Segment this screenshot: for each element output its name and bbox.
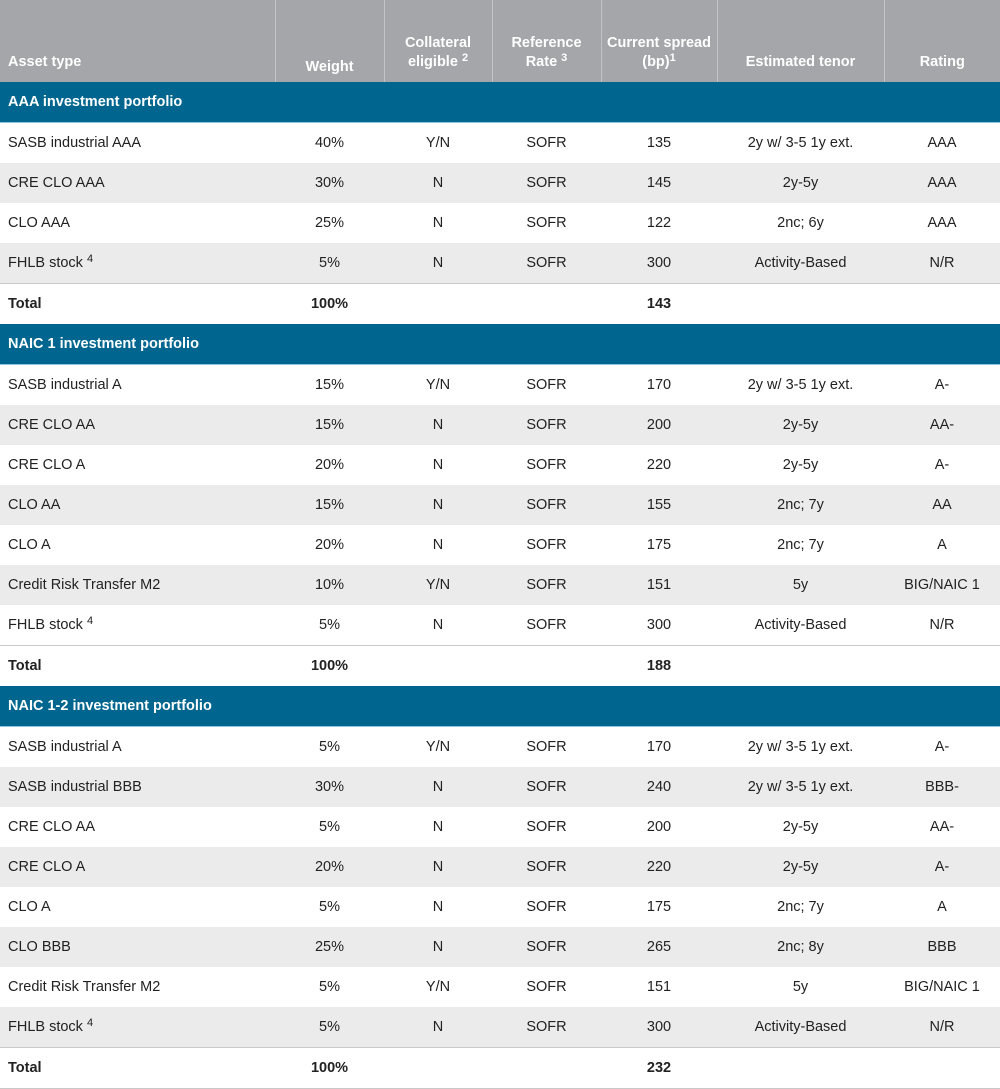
collateral-eligible-cell: N	[384, 927, 492, 967]
weight-cell: 5%	[319, 617, 340, 633]
table-row	[0, 243, 1000, 284]
asset-type-cell: CRE CLO A	[8, 457, 86, 473]
asset-type-cell: Credit Risk Transfer M2	[0, 565, 275, 605]
reference-rate-cell: SOFR	[492, 1007, 601, 1048]
rating-cell: AAA	[927, 135, 957, 151]
tenor-cell: 2y-5y	[717, 163, 884, 203]
collateral-eligible-cell: Y/N	[425, 739, 451, 755]
weight-cell: 15%	[275, 485, 384, 525]
weight-cell: 20%	[314, 457, 345, 473]
spread-cell: 265	[601, 927, 717, 967]
tenor-cell: Activity-Based	[717, 1007, 884, 1048]
spread-cell: 122	[646, 215, 672, 231]
weight-cell: 25%	[314, 215, 345, 231]
reference-rate-cell: SOFR	[526, 617, 567, 633]
asset-type-cell: SASB industrial AAA	[8, 135, 141, 151]
footnote-marker: 4	[86, 615, 94, 627]
tenor-cell: 2y w/ 3-5 1y ext.	[747, 739, 854, 755]
table-row	[0, 365, 1000, 406]
reference-rate-cell: SOFR	[526, 537, 567, 553]
collateral-eligible-cell: N	[384, 767, 492, 807]
empty-cell	[492, 284, 601, 325]
total-weight: 100%	[275, 1048, 384, 1089]
rating-cell: A	[937, 537, 947, 553]
table-row	[0, 525, 1000, 565]
column-header-asset-type: Asset type	[0, 0, 275, 82]
tenor-cell: Activity-Based	[754, 617, 847, 633]
weight-cell: 20%	[314, 537, 345, 553]
column-header-collateral-eligible: Collateral eligible $^2$	[384, 0, 492, 82]
weight-cell: 5%	[319, 739, 340, 755]
reference-rate-cell: SOFR	[492, 163, 601, 203]
spread-cell: 240	[601, 767, 717, 807]
tenor-cell: 2nc; 7y	[717, 485, 884, 525]
collateral-eligible-cell: N	[432, 537, 444, 553]
weight-cell: 5%	[319, 979, 340, 995]
spread-cell: 220	[646, 457, 672, 473]
spread-cell: 151	[601, 565, 717, 605]
weight-cell: 30%	[275, 163, 384, 203]
collateral-eligible-cell: Y/N	[384, 565, 492, 605]
tenor-cell: 2y-5y	[717, 847, 884, 887]
reference-rate-cell: SOFR	[526, 739, 567, 755]
tenor-cell: Activity-Based	[717, 243, 884, 284]
asset-type-cell: Credit Risk Transfer M2	[8, 979, 161, 995]
spread-cell: 300	[646, 617, 672, 633]
asset-type-cell: FHLB stock $^4$	[8, 615, 94, 633]
collateral-eligible-cell: N	[432, 819, 444, 835]
rating-cell: AA-	[929, 819, 955, 835]
rating-cell: N/R	[884, 243, 1000, 284]
table-row	[0, 1007, 1000, 1048]
column-header-weight: Weight	[275, 0, 384, 82]
spread-cell: 170	[646, 739, 672, 755]
collateral-eligible-cell: N	[432, 899, 444, 915]
collateral-eligible-cell: N	[432, 617, 444, 633]
asset-type-cell: CLO BBB	[0, 927, 275, 967]
section-title: AAA investment portfolio	[0, 82, 1000, 123]
footnote-marker: 4	[86, 1017, 94, 1029]
tenor-cell: 2nc; 7y	[777, 537, 824, 553]
weight-cell: 15%	[314, 377, 345, 393]
tenor-cell: 2y w/ 3-5 1y ext.	[747, 135, 854, 151]
reference-rate-cell: SOFR	[526, 377, 567, 393]
collateral-eligible-cell: N	[432, 215, 444, 231]
collateral-eligible-cell: N	[384, 847, 492, 887]
footnote-marker: 4	[86, 253, 94, 265]
rating-cell: N/R	[884, 1007, 1000, 1048]
table-row	[0, 203, 1000, 243]
tenor-cell: 2y w/ 3-5 1y ext.	[747, 377, 854, 393]
collateral-eligible-cell: Y/N	[425, 377, 451, 393]
weight-cell: 10%	[275, 565, 384, 605]
rating-cell: N/R	[929, 617, 955, 633]
collateral-eligible-cell: Y/N	[425, 135, 451, 151]
spread-cell: 155	[601, 485, 717, 525]
reference-rate-cell: SOFR	[526, 457, 567, 473]
total-weight: 100%	[275, 284, 384, 325]
spread-cell: 200	[646, 819, 672, 835]
asset-type-cell: SASB industrial A	[8, 739, 122, 755]
weight-cell: 5%	[319, 819, 340, 835]
table-row	[0, 807, 1000, 847]
rating-cell: BBB	[884, 927, 1000, 967]
section-header-row	[0, 324, 1000, 365]
collateral-eligible-cell: N	[384, 1007, 492, 1048]
weight-cell: 15%	[275, 405, 384, 445]
total-label: Total	[0, 284, 275, 325]
asset-type-cell: CLO A	[8, 537, 51, 553]
table-row	[0, 445, 1000, 485]
rating-cell: AAA	[884, 163, 1000, 203]
asset-type-cell: CRE CLO AA	[0, 405, 275, 445]
table-header	[0, 0, 1000, 82]
rating-cell: A-	[934, 457, 950, 473]
weight-cell: 5%	[319, 899, 340, 915]
column-header-reference-rate: Reference Rate $^3$	[492, 0, 601, 82]
column-header-current-spread: Current spread (bp)$^1$	[601, 0, 717, 82]
rating-cell: A-	[934, 739, 950, 755]
reference-rate-cell: SOFR	[526, 135, 567, 151]
table-row	[0, 967, 1000, 1007]
total-spread: 188	[601, 646, 717, 687]
spread-cell: 300	[601, 243, 717, 284]
total-label: Total	[0, 646, 275, 687]
asset-type-cell: FHLB stock $^4$	[0, 1007, 275, 1048]
asset-type-cell: FHLB stock $^4$	[0, 243, 275, 284]
table-row	[0, 405, 1000, 445]
spread-cell: 145	[601, 163, 717, 203]
tenor-cell: 5y	[717, 565, 884, 605]
rating-cell: A-	[884, 847, 1000, 887]
rating-cell: BIG/NAIC 1	[884, 565, 1000, 605]
reference-rate-cell: SOFR	[526, 979, 567, 995]
table-row	[0, 565, 1000, 605]
table-row	[0, 605, 1000, 646]
tenor-cell: 2y-5y	[782, 819, 819, 835]
column-header-estimated-tenor: Estimated tenor	[717, 0, 884, 82]
tenor-cell: 2y-5y	[782, 457, 819, 473]
collateral-eligible-cell: N	[384, 405, 492, 445]
total-row	[0, 646, 1000, 687]
total-row	[0, 1048, 1000, 1089]
tenor-cell: 5y	[792, 979, 809, 995]
empty-cell	[884, 646, 1000, 687]
tenor-cell: 2y-5y	[717, 405, 884, 445]
collateral-eligible-cell: N	[384, 243, 492, 284]
table-row	[0, 727, 1000, 768]
footnote-marker: 1	[669, 52, 676, 64]
reference-rate-cell: SOFR	[492, 565, 601, 605]
total-row	[0, 284, 1000, 325]
section-title: NAIC 1-2 investment portfolio	[0, 686, 1000, 727]
weight-cell: 5%	[275, 243, 384, 284]
column-header-rating: Rating	[884, 0, 1000, 82]
empty-cell	[384, 1048, 492, 1089]
rating-cell: BBB-	[884, 767, 1000, 807]
empty-cell	[492, 1048, 601, 1089]
empty-cell	[884, 284, 1000, 325]
collateral-eligible-cell: N	[432, 457, 444, 473]
weight-cell: 25%	[275, 927, 384, 967]
asset-type-cell: CRE CLO A	[0, 847, 275, 887]
reference-rate-cell: SOFR	[526, 899, 567, 915]
table-row	[0, 485, 1000, 525]
section-header-row	[0, 686, 1000, 727]
reference-rate-cell: SOFR	[492, 847, 601, 887]
table-row	[0, 123, 1000, 164]
weight-cell: 30%	[275, 767, 384, 807]
empty-cell	[884, 1048, 1000, 1089]
weight-cell: 5%	[275, 1007, 384, 1048]
spread-cell: 175	[646, 537, 672, 553]
section-header-row	[0, 82, 1000, 123]
rating-cell: A	[937, 899, 947, 915]
tenor-cell: 2nc; 8y	[717, 927, 884, 967]
empty-cell	[492, 646, 601, 687]
asset-type-cell: CRE CLO AA	[8, 819, 96, 835]
rating-cell: AAA	[927, 215, 957, 231]
reference-rate-cell: SOFR	[492, 927, 601, 967]
footnote-marker: 3	[561, 52, 568, 64]
asset-type-cell: CLO A	[8, 899, 51, 915]
spread-cell: 151	[646, 979, 672, 995]
spread-cell: 300	[601, 1007, 717, 1048]
section-title: NAIC 1 investment portfolio	[0, 324, 1000, 365]
empty-cell	[384, 646, 492, 687]
collateral-eligible-cell: N	[384, 485, 492, 525]
table-row	[0, 887, 1000, 927]
asset-type-cell: CLO AAA	[8, 215, 71, 231]
rating-cell: A-	[934, 377, 950, 393]
footnote-marker: 2	[461, 52, 469, 64]
tenor-cell: 2nc; 6y	[777, 215, 824, 231]
total-label: Total	[0, 1048, 275, 1089]
spread-cell: 170	[646, 377, 672, 393]
table-row	[0, 163, 1000, 203]
collateral-eligible-cell: Y/N	[425, 979, 451, 995]
collateral-eligible-cell: N	[384, 163, 492, 203]
spread-cell: 135	[646, 135, 672, 151]
empty-cell	[717, 1048, 884, 1089]
reference-rate-cell: SOFR	[492, 485, 601, 525]
empty-cell	[717, 646, 884, 687]
asset-type-cell: SASB industrial A	[8, 377, 122, 393]
empty-cell	[717, 284, 884, 325]
asset-type-cell: SASB industrial BBB	[0, 767, 275, 807]
total-spread: 232	[601, 1048, 717, 1089]
asset-type-cell: CLO AA	[0, 485, 275, 525]
empty-cell	[384, 284, 492, 325]
reference-rate-cell: SOFR	[492, 767, 601, 807]
weight-cell: 20%	[275, 847, 384, 887]
reference-rate-cell: SOFR	[526, 215, 567, 231]
rating-cell: AA	[884, 485, 1000, 525]
table-body	[0, 82, 1000, 1089]
tenor-cell: 2nc; 7y	[777, 899, 824, 915]
total-spread: 143	[601, 284, 717, 325]
spread-cell: 200	[601, 405, 717, 445]
spread-cell: 220	[601, 847, 717, 887]
rating-cell: AA-	[884, 405, 1000, 445]
reference-rate-cell: SOFR	[492, 243, 601, 284]
rating-cell: BIG/NAIC 1	[904, 979, 980, 995]
table-row	[0, 767, 1000, 807]
total-weight: 100%	[275, 646, 384, 687]
spread-cell: 175	[646, 899, 672, 915]
weight-cell: 40%	[314, 135, 345, 151]
asset-type-cell: CRE CLO AAA	[0, 163, 275, 203]
table-row	[0, 927, 1000, 967]
reference-rate-cell: SOFR	[492, 405, 601, 445]
table-row	[0, 847, 1000, 887]
tenor-cell: 2y w/ 3-5 1y ext.	[717, 767, 884, 807]
reference-rate-cell: SOFR	[526, 819, 567, 835]
